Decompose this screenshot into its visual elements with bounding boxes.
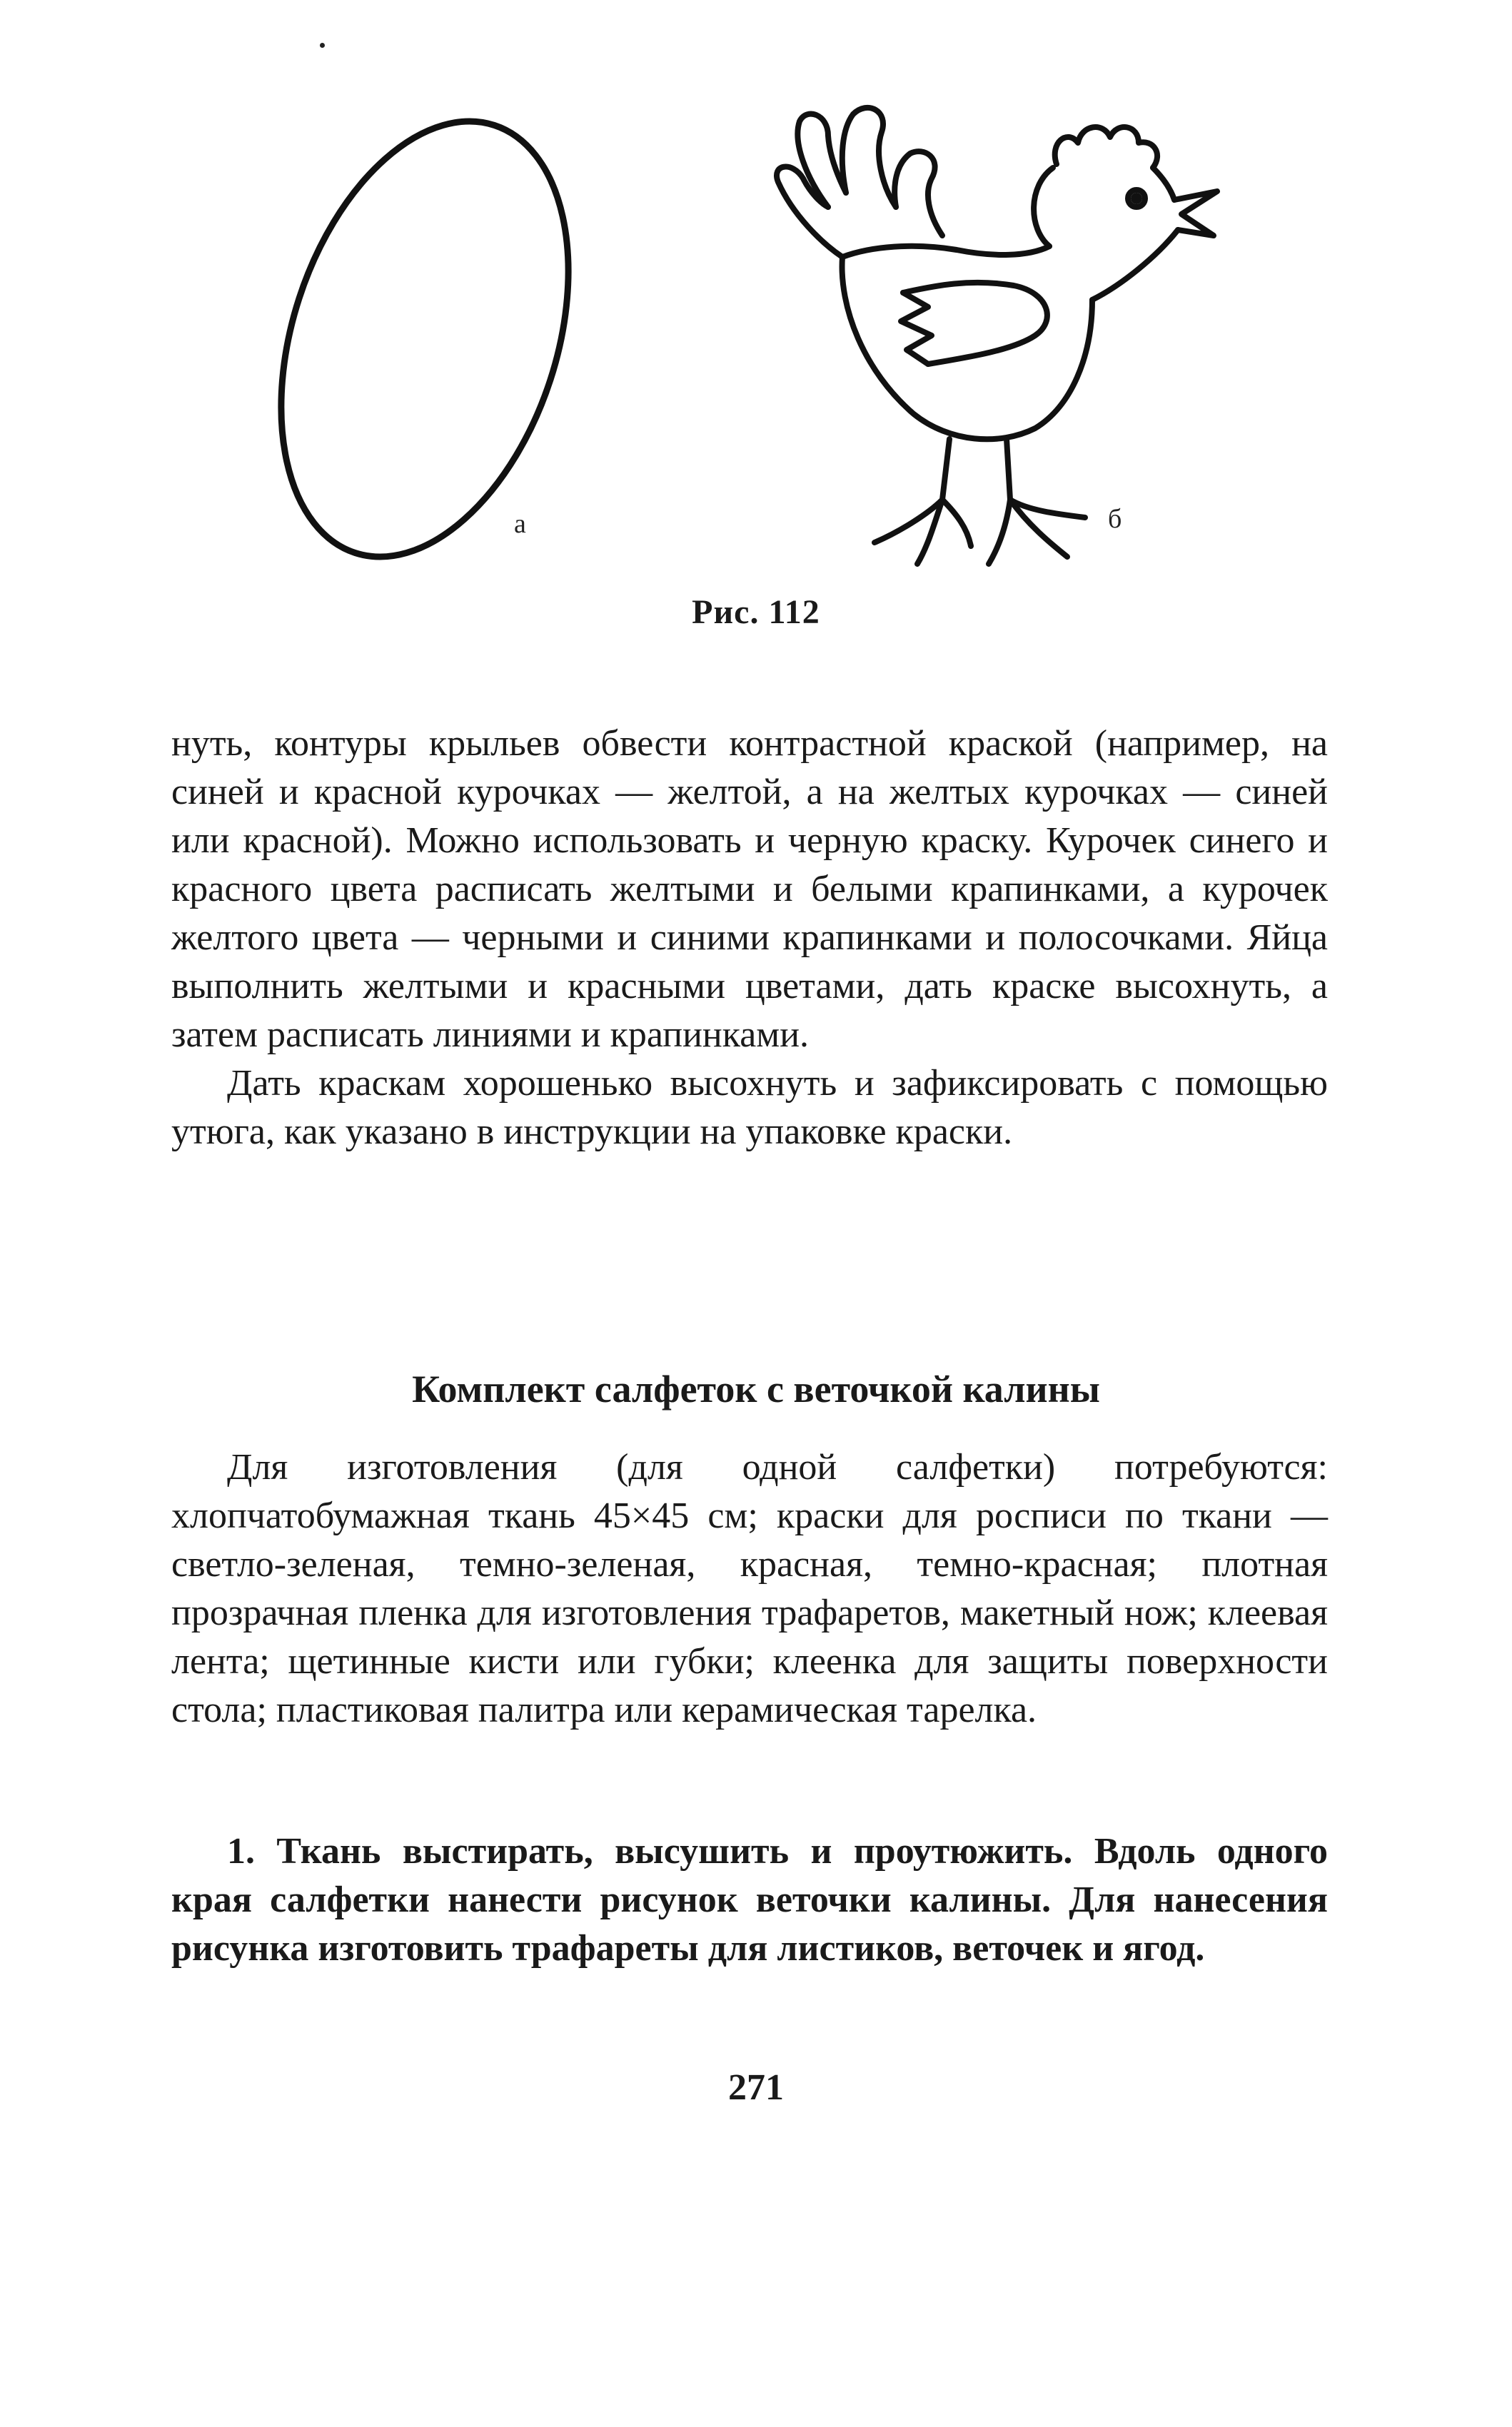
figure-label-a: а xyxy=(514,509,526,539)
paragraph-continuation: нуть, контуры крыльев обвести контрастной краской (например, на синей и красной курочках — желтой, а на желтых курочках — синей или красной). Можно использовать и черную краску. Курочек синего и красного цвета расписать желтыми и белыми крапинками, а курочек желтого цвета — черными и синими крапинками и полосочками. Яйца выполнить желтыми и красными цветами, дать краске высохнуть, а затем расписать линиями и крапинками. xyxy=(171,723,1328,1055)
body-text-step-1 xyxy=(171,1827,1328,1973)
paragraph-step-1: 1. Ткань выстирать, высушить и проутюжить. Вдоль одного края салфетки нанести рисунок веточки калины. Для нанесения рисунка изготовить трафареты для листиков, веточек и ягод. xyxy=(171,1831,1328,1969)
section-heading: Комплект салфеток с веточкой калины xyxy=(412,1368,1100,1411)
figure-label-b: б xyxy=(1108,504,1122,534)
figure-illustration xyxy=(0,0,1512,657)
hen-drawing xyxy=(777,108,1217,564)
body-text-materials xyxy=(171,1443,1328,1735)
scan-speck xyxy=(320,43,325,48)
egg-drawing xyxy=(230,84,620,594)
page-number: 271 xyxy=(728,2067,784,2108)
figure-112 xyxy=(0,0,1512,657)
body-text-top xyxy=(171,720,1328,1156)
paragraph-materials: Для изготовления (для одной салфетки) потребуются: хлопчатобумажная ткань 45×45 см; краски для росписи по ткани — светло-зеленая, темно-зеленая, красная, темно-красная; плотная прозрачная пленка для изготовления трафаретов, макетный нож; клеевая лента; щетинные кисти или губки; клеенка для защиты поверхности стола; пластиковая палитра или керамическая тарелка. xyxy=(171,1447,1328,1730)
figure-caption: Рис. 112 xyxy=(692,593,820,631)
paragraph-fixing: Дать краскам хорошенько высохнуть и зафиксировать с помощью утюга, как указано в инструкции на упаковке краски. xyxy=(171,1063,1328,1152)
